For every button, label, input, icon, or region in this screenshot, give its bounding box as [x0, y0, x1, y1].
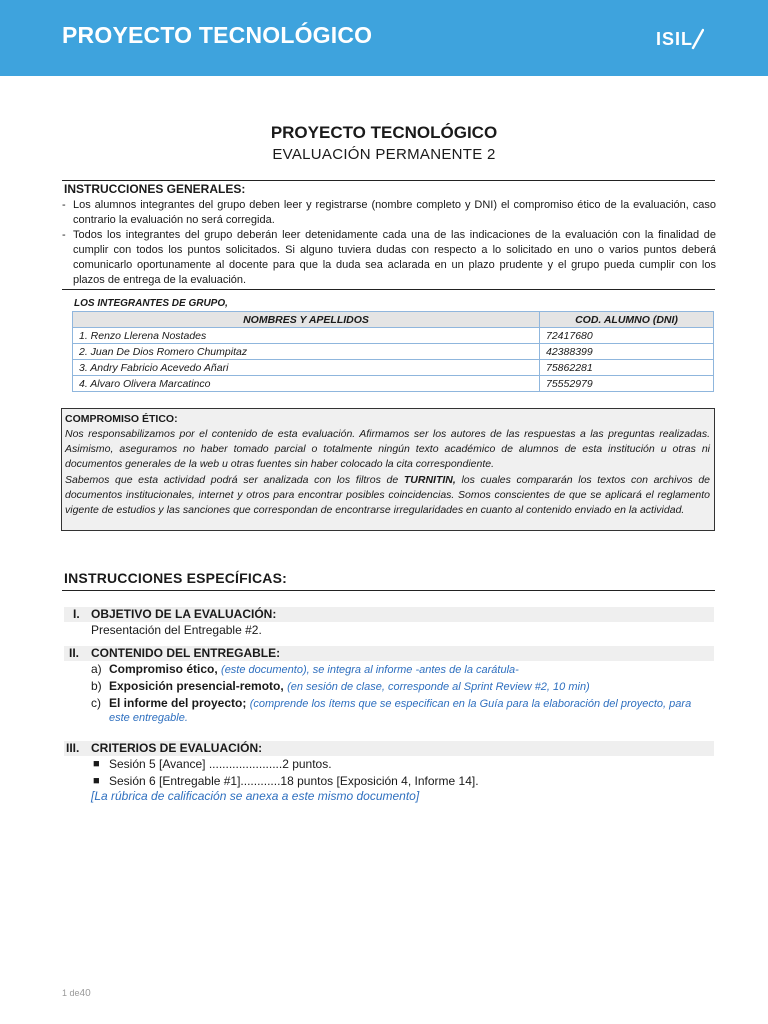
list-item: - Todos los integrantes del grupo deberán leer detenidamente cada una de las indicaciones de la evaluación con la finalidad de cumplir con todos los puntos solicitados. Si alguno tuviera dudas con respecto a lo solicitado en uno o varios puntos deberá comunicarlo oportunamente al docente para que la duda sea aclarada en un plazo prudente y el grupo pueda cumplir con los plazos de entrega de la evaluación.: [62, 228, 716, 288]
ethics-text: los cuales compararán los textos con archivos de documentos institucionales, internet y otros para encontrar posibles coincidencias. Somos conscientes de que se aplicará el reglamento vigente de estudios y las sanciones que correspondan de encontrarse irregularidades en cuanto al contenido enviado en la actividad.: [65, 474, 710, 516]
divider: [62, 180, 715, 181]
member-dni: 72417680: [540, 328, 714, 344]
deliverable-item: [109, 662, 519, 676]
group-members-table: [72, 311, 714, 392]
logo-text: ISIL: [655, 28, 693, 49]
criteria-item: Sesión 6 [Entregable #1]............18 puntos [Exposición 4, Informe 14].: [109, 774, 479, 788]
table-row: [73, 376, 714, 392]
section-heading: OBJETIVO DE LA EVALUACIÓN:: [91, 607, 277, 621]
member-name: 2. Juan De Dios Romero Chumpitaz: [73, 344, 540, 360]
item-letter: c): [91, 696, 101, 710]
divider: [62, 590, 715, 591]
member-name: 3. Andry Fabricio Acevedo Añari: [73, 360, 540, 376]
turnitin-emphasis: TURNITIN,: [403, 474, 456, 486]
header-title: PROYECTO TECNOLÓGICO: [62, 22, 373, 48]
document-subtitle: EVALUACIÓN PERMANENTE 2: [272, 146, 496, 163]
deliverable-item: [109, 696, 691, 710]
deliverable-item: [109, 679, 590, 693]
general-instructions-title: INSTRUCCIONES GENERALES:: [64, 182, 246, 196]
ethics-commitment-box: [61, 408, 715, 531]
page-counter: [62, 988, 91, 999]
logo-slash-icon: [690, 28, 704, 50]
table-row: [73, 328, 714, 344]
bullet-square-icon: ■: [93, 775, 100, 787]
member-dni: 75552979: [540, 376, 714, 392]
section-number: III.: [66, 741, 80, 755]
current-page: 1: [62, 988, 68, 998]
page-of-label: de: [69, 988, 80, 998]
member-dni: 42388399: [540, 344, 714, 360]
table-row: [73, 360, 714, 376]
member-dni: 75862281: [540, 360, 714, 376]
list-item: - Los alumnos integrantes del grupo deben leer y registrarse (nombre completo y DNI) el compromiso ético de la evaluación, caso contrario la evaluación no será corregida.: [62, 198, 716, 228]
section-text: Presentación del Entregable #2.: [91, 623, 262, 637]
page-header: [0, 0, 768, 76]
table-row: [73, 344, 714, 360]
item-letter: b): [91, 679, 102, 693]
document-title: PROYECTO TECNOLÓGICO: [270, 123, 498, 142]
item-note: (comprende los ítems que se especifican en la Guía para la elaboración del proyecto, para: [249, 698, 692, 710]
member-name: 4. Alvaro Olivera Marcatinco: [73, 376, 540, 392]
section-number: II.: [69, 646, 80, 660]
specific-instructions-title: INSTRUCCIONES ESPECÍFICAS:: [64, 570, 287, 586]
item-title: El informe del proyecto;: [109, 696, 247, 710]
item-title: Compromiso ético,: [109, 662, 218, 676]
item-note-continued: este entregable.: [109, 712, 188, 724]
section-heading: CRITERIOS DE EVALUACIÓN:: [91, 741, 263, 755]
criteria-item: Sesión 5 [Avance] ......................2 puntos.: [109, 757, 332, 771]
isil-logo: [656, 28, 704, 50]
group-members-label: LOS INTEGRANTES DE GRUPO,: [74, 298, 228, 309]
bullet-square-icon: ■: [93, 758, 100, 770]
ethics-text: Sabemos que esta actividad podrá ser analizada con los filtros de: [65, 474, 404, 486]
total-pages: 40: [79, 988, 91, 999]
rubric-note: [La rúbrica de calificación se anexa a este mismo documento]: [91, 789, 420, 803]
item-title: Exposición presencial-remoto,: [109, 679, 284, 693]
divider: [62, 289, 715, 290]
column-header: COD. ALUMNO (DNI): [540, 312, 714, 328]
section-number: I.: [73, 607, 80, 621]
ethics-paragraph-2: [65, 473, 710, 518]
ethics-title: COMPROMISO ÉTICO:: [65, 413, 178, 425]
column-header: NOMBRES Y APELLIDOS: [73, 312, 540, 328]
item-note: (en sesión de clase, corresponde al Sprint Review #2, 10 min): [287, 681, 590, 693]
general-instructions-list: [62, 198, 716, 288]
member-name: 1. Renzo Llerena Nostades: [73, 328, 540, 344]
section-heading: CONTENIDO DEL ENTREGABLE:: [91, 646, 281, 660]
item-note: (este documento), se integra al informe -antes de la carátula-: [221, 664, 519, 676]
table-header-row: [73, 312, 714, 328]
ethics-paragraph-1: Nos responsabilizamos por el contenido de esta evaluación. Afirmamos ser los autores de las respuestas a las preguntas realizadas. Asimismo, aseguramos no haber tomado parcial o totalmente ningún texto académico de alumnos de esta institución u otras ni documentos generales de la web u otras fuentes sin haber colocado la cita correspondiente.: [65, 428, 710, 470]
item-letter: a): [91, 662, 102, 676]
